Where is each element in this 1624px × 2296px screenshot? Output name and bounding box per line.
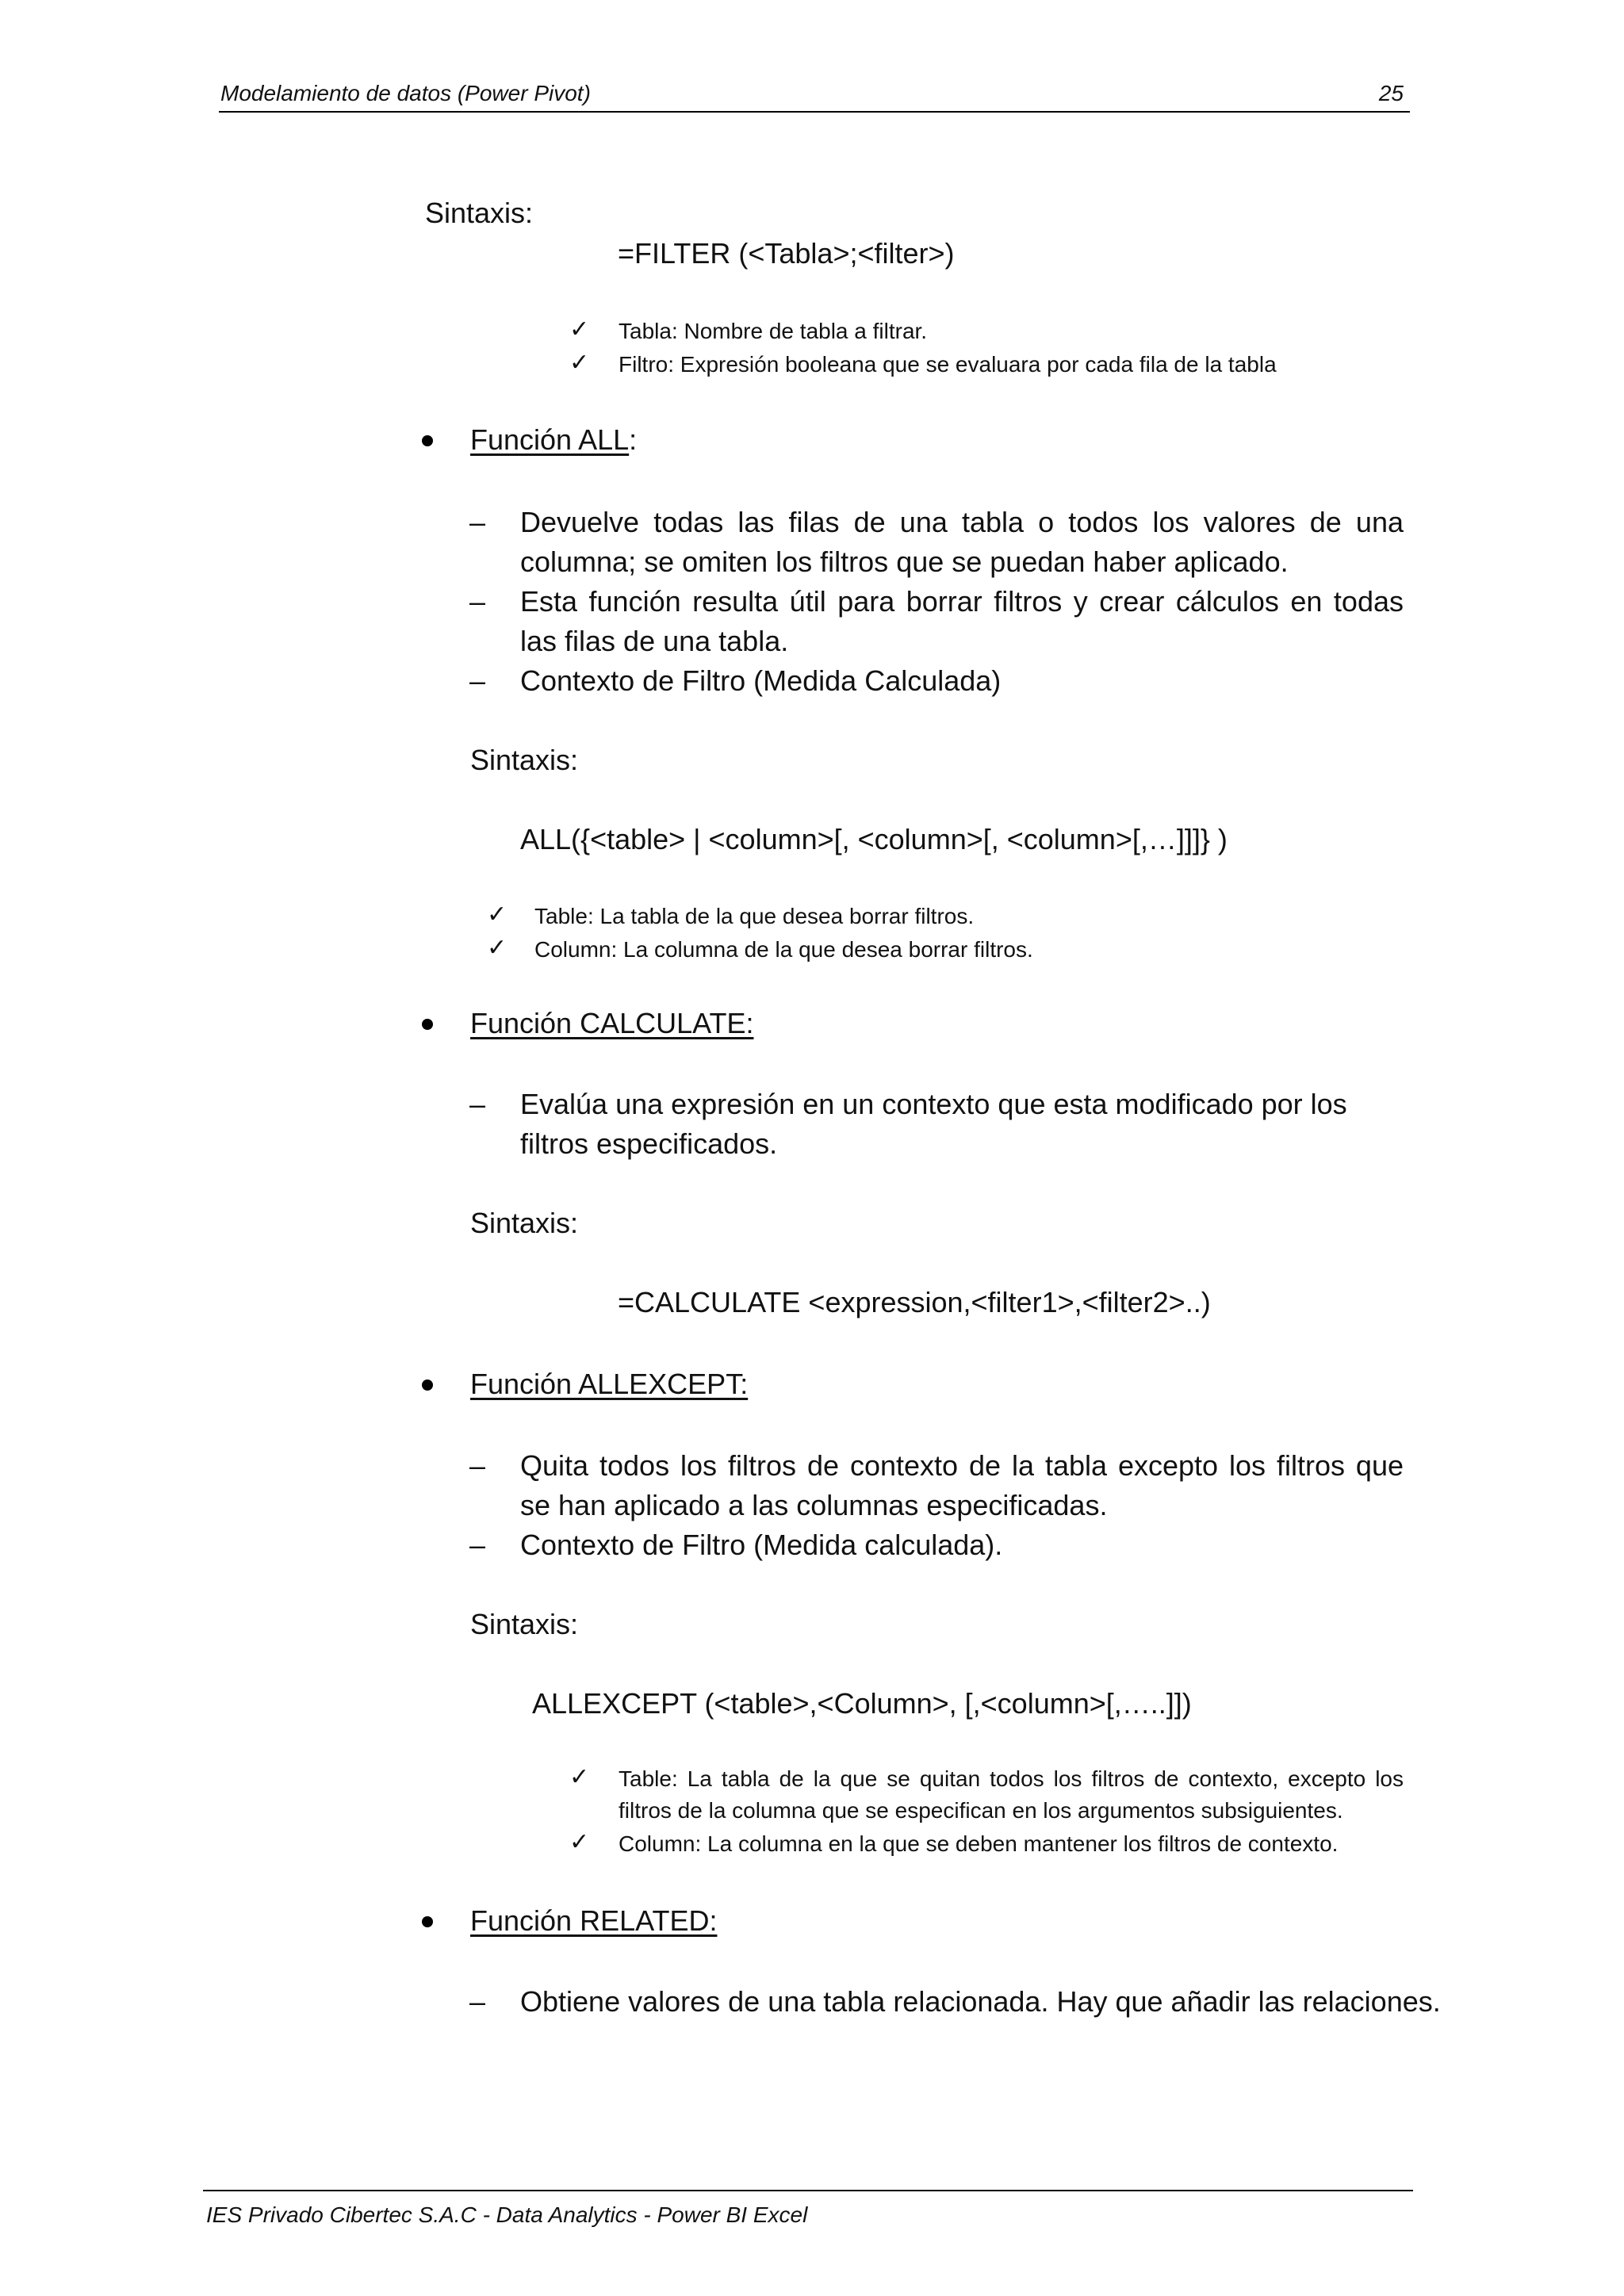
page-footer xyxy=(203,2190,1413,2229)
page-header xyxy=(219,79,1410,113)
all-item-2: Esta función resulta útil para borrar filtros y crear cálculos en todas las filas de una tabla. xyxy=(520,585,1404,657)
dash-icon: – xyxy=(469,1088,486,1120)
calculate-syntax: =CALCULATE <expression,<filter1>,<filter2>..) xyxy=(618,1286,1211,1318)
checkmark-icon: ✓ xyxy=(487,901,508,928)
all-item-1: Devuelve todas las filas de una tabla o todos los valores de una columna; se omiten los filtros que se puedan haber aplicado. xyxy=(520,506,1404,578)
filter-syntax: =FILTER (<Tabla>;<filter>) xyxy=(618,237,955,270)
checkmark-icon: ✓ xyxy=(487,934,508,962)
allexcept-check-2: Column: La columna en la que se deben mantener los filtros de contexto. xyxy=(619,1831,1339,1856)
header-title: Modelamiento de datos (Power Pivot) xyxy=(220,81,591,105)
filter-syntax-label: Sintaxis: xyxy=(425,197,534,229)
related-heading: Función RELATED: xyxy=(470,1904,718,1937)
checkmark-icon: ✓ xyxy=(569,349,590,377)
all-syntax: ALL({<table> | <column>[, <column>[, <column>[,…]]]} ) xyxy=(520,823,1228,855)
all-heading: Función ALL: xyxy=(470,423,638,456)
related-item-1: Obtiene valores de una tabla relacionada. Hay que añadir las relaciones. xyxy=(520,1985,1441,2018)
checkmark-icon: ✓ xyxy=(569,316,590,343)
dash-icon: – xyxy=(469,585,486,618)
bullet-icon xyxy=(422,1916,433,1927)
dash-icon: – xyxy=(469,1985,486,2018)
dash-icon: – xyxy=(469,664,486,697)
footer-text: IES Privado Cibertec S.A.C - Data Analytics - Power BI Excel xyxy=(206,2202,808,2227)
bullet-icon xyxy=(422,1019,433,1030)
page-number: 25 xyxy=(1378,81,1404,105)
calculate-heading: Función CALCULATE: xyxy=(470,1007,754,1039)
filter-check-1: Tabla: Nombre de tabla a filtrar. xyxy=(619,319,928,343)
allexcept-syntax: ALLEXCEPT (<table>,<Column>, [,<column>[,…..]]) xyxy=(532,1687,1192,1720)
allexcept-item-2: Contexto de Filtro (Medida calculada). xyxy=(520,1529,1003,1561)
calculate-syntax-label: Sintaxis: xyxy=(470,1207,579,1239)
dash-icon: – xyxy=(469,1449,486,1482)
allexcept-syntax-label: Sintaxis: xyxy=(470,1608,579,1640)
allexcept-heading: Función ALLEXCEPT: xyxy=(470,1368,749,1400)
all-check-2: Column: La columna de la que desea borrar filtros. xyxy=(534,937,1033,962)
bullet-icon xyxy=(422,1380,433,1391)
filter-check-2: Filtro: Expresión booleana que se evaluara por cada fila de la tabla xyxy=(619,352,1277,377)
dash-icon: – xyxy=(469,506,486,538)
dash-icon: – xyxy=(469,1529,486,1561)
all-item-3: Contexto de Filtro (Medida Calculada) xyxy=(520,664,1002,697)
bullet-icon xyxy=(422,435,433,446)
checkmark-icon: ✓ xyxy=(569,1828,590,1856)
all-syntax-label: Sintaxis: xyxy=(470,744,579,776)
calculate-item-1: Evalúa una expresión en un contexto que esta modificado por los filtros especificados. xyxy=(520,1088,1347,1160)
checkmark-icon: ✓ xyxy=(569,1763,590,1791)
allexcept-item-1: Quita todos los filtros de contexto de la tabla excepto los filtros que se han aplicado a las columnas especificadas. xyxy=(520,1449,1404,1521)
allexcept-check-1: Table: La tabla de la que se quitan todos los filtros de contexto, excepto los filtros de la columna que se especifican en los argumentos subsiguientes. xyxy=(619,1766,1404,1823)
all-check-1: Table: La tabla de la que desea borrar filtros. xyxy=(534,904,975,928)
